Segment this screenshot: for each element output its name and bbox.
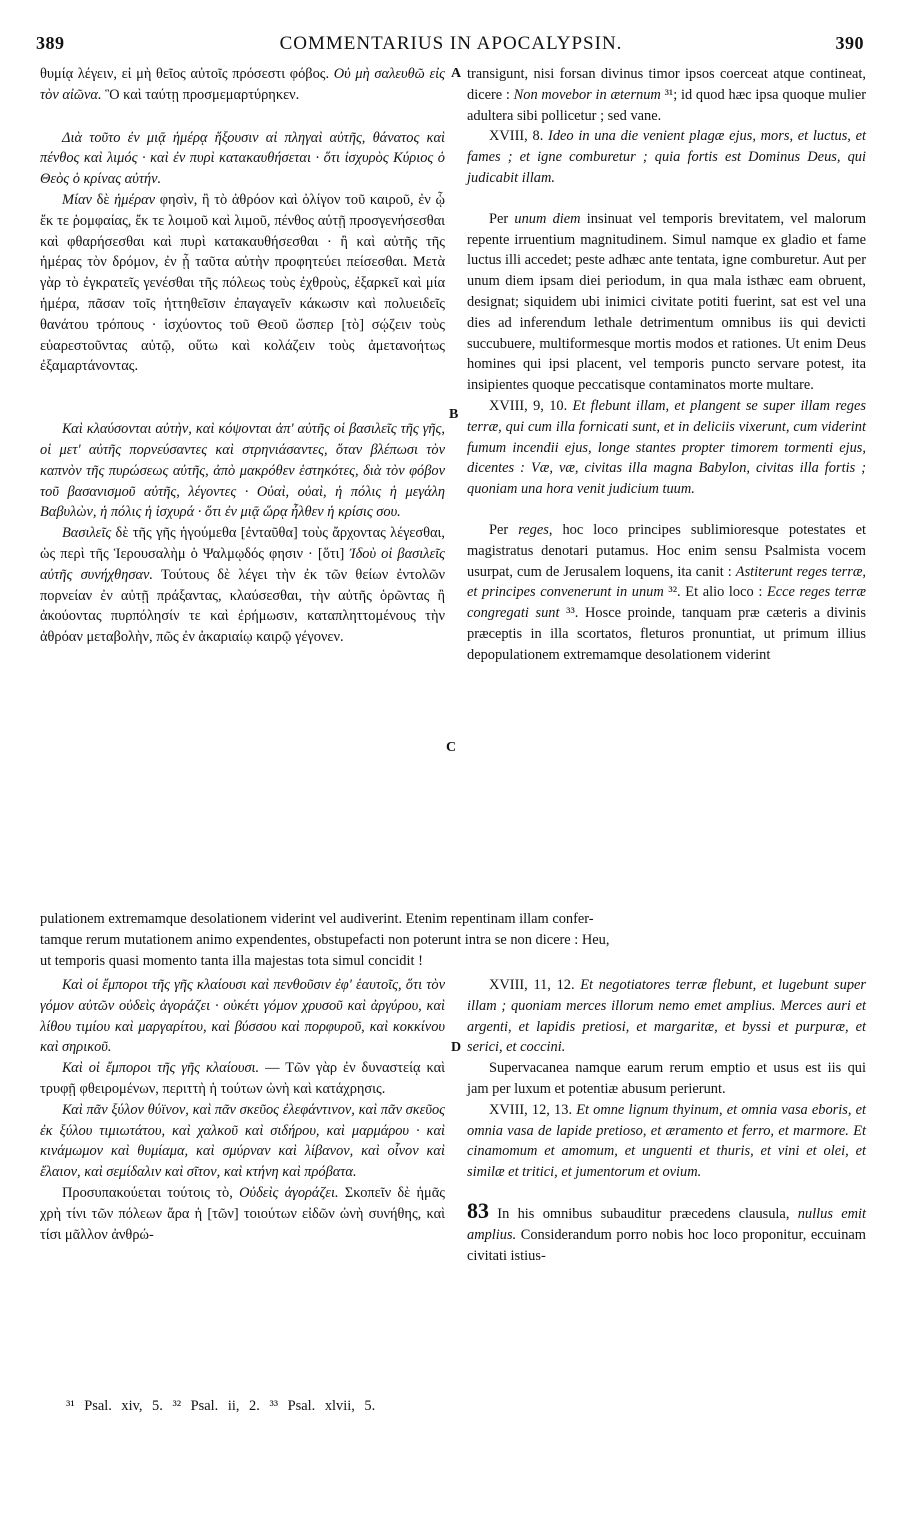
latin-text: transigunt, nisi forsan divinus timor ipsos coerceat atque contineat, dicere : <box>467 66 866 103</box>
latin-verse: Et flebunt illam, et plangent se super illam reges terræ, qui cum illa fornicati sunt, et in deliciis vixerunt, cum viderint fumum incendii ejus, longe stantes propter timorem tormenti ejus, dicentes : Væ, væ, civitas illa magna Babylon, civitas illa fortis ; quoniam una hora venit judicium tuum. <box>467 397 866 498</box>
latin-text: , hoc loco principes sublimioresque potestates et magistratus denotari putamus. Hoc enim sensu Psalmista vocem usurpat, cum de Jerusalem loquens, ita canit : <box>467 521 866 580</box>
greek-text: — Τῶν γὰρ ἐν δυναστείᾳ καὶ τρυφῇ φθειρομένων, περιττὴ ἡ τούτων ὠνὴ καὶ κατάχρησις. <box>40 1060 445 1097</box>
running-header <box>0 33 902 57</box>
latin-text: Per <box>489 521 519 538</box>
verse-reference: XVIII, 9, 10. <box>489 397 573 414</box>
page-number-left: 389 <box>36 33 65 53</box>
greek-quote: Οὐ μὴ σαλευθῶ εἰς τὸν αἰῶνα. <box>40 66 445 103</box>
latin-column-top <box>467 64 866 666</box>
greek-column-bottom <box>40 975 445 1245</box>
greek-text: Προσυπακούεται τούτοις τὸ, <box>62 1184 240 1201</box>
latin-text: ³³. Hosce proinde, tanquam præ cæteris a divinis præceptis in illa scortatos, fleturos pronuntiat, ut primum illius depopulationem extremamque desolationem viderint <box>467 605 866 663</box>
greek-text: Τούτους δὲ λέγει τὴν ἐκ τῶν θείων ἐντολῶν πορνείαν ἐν αὐτῇ πράξαντας, κλαύσεσθαι, τὴν αὐτῆς ὁρῶντας ἢ ἀκούοντας πυρπόλησίν τε καὶ ἐρήμωσιν, καταπληττομένους τὴν ἀθρόαν μεταβολὴν, πῶς ἐν ἀκαριαίῳ καιρῷ γέγονεν. <box>40 566 445 646</box>
latin-commentary: Supervacanea namque earum rerum emptio et usus est iis qui jam per luxum et potentiæ abusum perierunt. <box>467 1060 866 1097</box>
latin-keyword: reges <box>518 521 549 538</box>
running-title: COMMENTARIUS IN APOCALYPSIN. <box>279 33 623 54</box>
latin-quote: Ecce reges terræ congregati sunt <box>467 584 866 622</box>
greek-lemma: Καὶ κλαύσονται αὐτὴν, καὶ κόψονται ἀπ' αὐτῆς οἱ βασιλεῖς τῆς γῆς, οἱ μετ' αὐτῆς πορνεύσαντες καὶ στρηνιάσαντες, ὅταν βλέπωσι τὸν καπνὸν τῆς πυρώσεως αὐτῆς, ἀπὸ μακρόθεν ἑστηκότες, διὰ τὸν φόβον τοῦ βασανισμοῦ αὐτῆς, λέγοντες · Οὐαὶ, οὐαὶ, ἡ πόλις ἡ μεγάλη Βαβυλὼν, ἡ πόλις ἡ ἰσχυρά · ὅτι ἐν μιᾷ ὥρᾳ ἦλθεν ἡ κρίσις σου. <box>40 421 445 521</box>
page-number-right: 390 <box>835 33 864 53</box>
latin-text: ³². Et alio loco : <box>663 584 767 601</box>
margin-marker-c: C <box>446 740 457 755</box>
greek-commentary <box>40 190 445 377</box>
spanning-line: tamque rerum mutationem animo expendentes, obstupefacti non poterunt intra se non dicere : Heu, <box>40 932 610 948</box>
greek-text: φησὶν, ἢ τὸ ἀθρόον καὶ ὀλίγον τοῦ καιροῦ, ἐν ᾧ ἔκ τε ῥομφαίας, ἔκ τε λοιμοῦ καὶ λιμοῦ, πένθος αὐτῇ προσγενήσεσθαι καὶ φθαρήσεσθαι καὶ πυρὶ κατακαυθήσεσθαι · ἢ καὶ αὐτῆς τῆς ἡμέρας τὸν δρόμον, ἐν ᾗ ταῦτα αὐτὴν προφητεύει πείσεσθαι. Μετὰ γὰρ τὸ ἐγκρατεῖς γενέσθαι τῆς πόλεως τοὺς ἐχθροὺς, ἐξαρκεῖ καὶ μία ἡμέρα, πᾶσαν τοῖς ἡττηθεῖσιν ἐπαγαγεῖν κάκωσιν καὶ πολυειδεῖς θανάτου τρόπους · ἰσχύοντος τοῦ Θεοῦ ὥσπερ [τὸ] σῴζειν τοὺς εὐαρεστοῦντας αὐτῷ, οὕτω καὶ κολάζειν τοὺς ἀμετανοήτως ἐξαμαρτάνοντας. <box>40 191 445 375</box>
greek-keyword: ἡμέραν <box>114 191 156 208</box>
latin-quote: Astiterunt reges terræ, et principes convenerunt in unum <box>467 563 867 601</box>
latin-text: In his omnibus subauditur præcedens clausula, <box>489 1205 798 1222</box>
verse-reference: XVIII, 11, 12. <box>489 977 581 993</box>
greek-keyword: Βασιλεῖς <box>62 525 112 542</box>
greek-text: δὲ τῆς γῆς ἡγούμεθα [ἐνταῦθα] τοὺς ἄρχοντας λέγεσθαι, ὡς περὶ τῆς Ἱερουσαλὴμ ὁ Ψαλμῳδός φησιν · [ὅτι] <box>40 525 445 562</box>
margin-marker-b: B <box>449 407 459 422</box>
greek-text: Ὃ καὶ ταύτῃ προσμεμαρτύρηκεν. <box>101 86 300 103</box>
greek-commentary <box>40 523 445 648</box>
latin-verse: Ideo in una die venient plagæ ejus, mors, et luctus, et fames ; et igne comburetur ; quia fortis est Dominus Deus, qui judicabit illam. <box>467 128 867 186</box>
greek-paragraph <box>40 64 445 106</box>
latin-commentary <box>467 209 866 396</box>
latin-verse: Et omne lignum thyinum, et omnia vasa eboris, et omnia vasa de lapide pretioso, et æramento et ferro, et marmore. Et cinamomum et amomum, et unguenti et thuris, et vini et olei, et similæ et tritici, et jumentorum et ovium. <box>467 1101 867 1181</box>
latin-text: Per <box>489 210 515 227</box>
latin-verse: Et negotiatores terræ flebunt, et lugebunt super illam ; quoniam merces illorum nemo emet amplius. Merces auri et argenti, et lapidis pretiosi, et margaritæ, et byssi et purpuræ, et serici, et coccini. <box>467 977 866 1056</box>
greek-column-top <box>40 64 445 648</box>
latin-text: ³¹; id quod hæc ipsa quoque mulier adultera sibi pollicetur ; sed vane. <box>467 86 866 124</box>
latin-quote: nullus emit amplius. <box>467 1205 866 1243</box>
verse-reference: XVIII, 12, 13. <box>489 1101 577 1118</box>
latin-column-bottom <box>467 975 866 1266</box>
latin-lemma <box>467 1100 866 1183</box>
greek-text: Σκοπεῖν δὲ ἡμᾶς χρὴ τίνι τῶν πόλεων ἄρα ἡ [τῶν] τοιούτων εἰδῶν ὠνὴ συνήθης, καὶ τίσι μᾶλλον ἀνθρώ- <box>40 1184 445 1243</box>
margin-marker-d: D <box>451 1040 462 1055</box>
verse-reference: XVIII, 8. <box>489 128 549 145</box>
latin-commentary <box>467 520 866 666</box>
latin-quote: Non movebor in æternum <box>513 86 661 103</box>
latin-paragraph <box>467 64 866 126</box>
spanning-line: ut temporis quasi momento tanta illa majestas tota simul concidit ! <box>40 953 423 969</box>
section-number: 83 <box>467 1197 489 1223</box>
latin-text: insinuat vel temporis brevitatem, vel malorum repente irruentium magnitudinem. Simul namque ex gladio et fame luctus illi accedet; peste adhæc ante tentata, igne comburetur. Aut per unum diem ipsam diei periodum, in qua mala isthæc eam obruent, designat; siquidem ubi inimici civitate potiti fuerint, sat est vel una dies ad inferendum lethale detrimentum omnibus iis qui devicti succubuere, multiformesque mortis modos et rationes. Ut enim Deus homines qui ipsi placent, vel temporis puncto servare potest, ita insipientes quoque peccatisque contaminatos morte multare. <box>467 210 867 394</box>
margin-marker-a: A <box>451 66 462 81</box>
latin-text: Considerandum porro nobis hoc loco proponitur, eccuinam civitati istius- <box>467 1226 866 1264</box>
greek-commentary <box>40 1058 445 1100</box>
greek-quote: Ἰδοὺ οἱ βασιλεῖς αὐτῆς συνήχθησαν. <box>40 545 445 583</box>
greek-lemma: Διὰ τοῦτο ἐν μιᾷ ἡμέρᾳ ἥξουσιν αἱ πληγαὶ αὐτῆς, θάνατος καὶ πένθος καὶ λιμός · καὶ ἐν πυρὶ κατακαυθήσεται · ὅτι ἰσχυρὸς Κύριος ὁ Θεὸς ὁ κρίνας αὐτήν. <box>40 129 445 188</box>
greek-text: θυμίᾳ λέγειν, εἰ μὴ θεῖος αὐτοῖς πρόσεστι φόβος. <box>40 66 330 82</box>
greek-text: δὲ <box>91 191 115 208</box>
footnotes: ³¹ Psal. xiv, 5. ³² Psal. ii, 2. ³³ Psal. xlvii, 5. <box>66 1398 376 1414</box>
greek-lemma: Καὶ πᾶν ξύλον θύϊνον, καὶ πᾶν σκεῦος ἐλεφάντινον, καὶ πᾶν σκεῦος ἐκ ξύλου τιμιωτάτου, καὶ χαλκοῦ καὶ σιδήρου, καὶ μαρμάρου · καὶ κινάμωμον καὶ θυμίαμα, καὶ σμύρναν καὶ λίβανον, καὶ οἶνον καὶ ἔλαιον, καὶ σεμίδαλιν καὶ σῖτον, καὶ κτήνη καὶ πρόβατα. <box>40 1101 445 1181</box>
spanning-line: pulationem extremamque desolationem viderint vel audiverint. Etenim repentinam illam confer- <box>40 911 594 927</box>
latin-commentary <box>467 1197 866 1266</box>
spanning-text <box>40 909 866 972</box>
greek-quote: Καὶ οἱ ἔμποροι τῆς γῆς κλαίουσι. <box>62 1060 260 1077</box>
latin-keyword: unum diem <box>514 210 581 227</box>
latin-lemma <box>467 126 866 188</box>
greek-commentary <box>40 1183 445 1245</box>
greek-keyword: Μίαν <box>62 191 92 208</box>
latin-lemma <box>467 396 866 500</box>
latin-lemma <box>467 975 866 1058</box>
greek-quote: Οὐδεὶς ἀγοράζει. <box>239 1184 339 1201</box>
greek-lemma: Καὶ οἱ ἔμποροι τῆς γῆς κλαίουσι καὶ πενθοῦσιν ἐφ' ἑαυτοῖς, ὅτι τὸν γόμον αὐτῶν οὐδεὶς ἀγοράζει · οὐκέτι γόμον χρυσοῦ καὶ ἀργύρου, καὶ λίθου τιμίου καὶ μαργαρίτου, καὶ βύσσου καὶ πορφυροῦ, καὶ κοκκίνου καὶ σηρικοῦ. <box>40 977 445 1056</box>
